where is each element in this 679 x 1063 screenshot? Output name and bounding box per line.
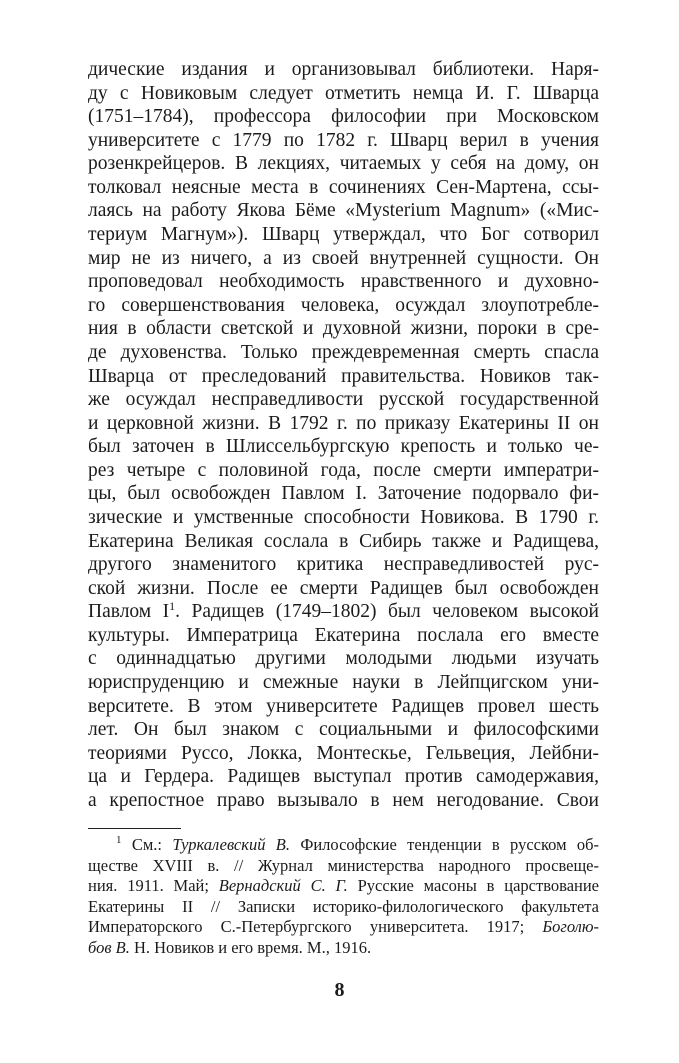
body-text-line: ской жизни. После ее смерти Радищев был освобожден (88, 577, 599, 599)
footnote-text: Императорского С.-Петербургского университета. 1917; (88, 917, 543, 937)
page-number: 8 (334, 979, 345, 1001)
footnote-line (88, 835, 599, 856)
footnote-author: Туркалевский В. (172, 835, 290, 854)
body-text-line: розенкрейцеров. В лекциях, читаемых у себя на дому, он (88, 153, 599, 175)
body-text-line: Шварца от преследований правительства. Новиков так- (88, 365, 599, 387)
footnote-text: Екатерины II // Записки историко-филологического факультета (88, 896, 599, 916)
body-text-line: мир не из ничего, а из своей внутренней сущности. Он (88, 247, 599, 269)
body-text-line: цы, был освобожден Павлом I. Заточение подорвало фи- (88, 483, 599, 505)
footnote-line (88, 856, 599, 877)
body-text-line: рез четыре с половиной года, после смерти императри- (88, 459, 599, 481)
footnote (88, 835, 599, 959)
body-text-line: был заточен в Шлиссельбургскую крепость и только че- (88, 436, 599, 458)
body-text-line: ния в области светской и духовной жизни, пороки в сре- (88, 318, 599, 340)
body-text-line: университете с 1779 по 1782 г. Шварц верил в учения (88, 129, 599, 151)
footnote-line (88, 876, 599, 897)
footnote-author: бов В. (88, 937, 130, 957)
body-text-line: же осуждал несправедливости русской государственной (88, 389, 599, 411)
body-text-line (88, 600, 599, 624)
body-text-line: ду с Новиковым следует отметить немца И. Г. Шварца (88, 82, 599, 104)
body-text-line: зические и умственные способности Новикова. В 1790 г. (88, 506, 599, 528)
body-text-line: лаясь на работу Якова Бёме «Mysterium Magnum» («Мис- (88, 200, 599, 222)
body-text-line: юриспруденцию и смежные науки в Лейпцигском уни- (88, 672, 599, 694)
body-text-line: и церковной жизни. В 1792 г. по приказу Екатерины II он (88, 412, 599, 434)
footnote-marker: 1 (116, 834, 122, 847)
footnote-text: Философские тенденции в русском об- (289, 835, 599, 854)
body-text-segment: Павлом I (88, 601, 170, 623)
body-text-line: го совершенствования человека, осуждал злоупотребле- (88, 294, 599, 316)
footnote-reference: 1 (169, 599, 176, 614)
footnote-author: Боголю- (542, 917, 599, 937)
footnote-line (88, 938, 599, 959)
body-text-line: Екатерина Великая сослала в Сибирь также и Радищева, (88, 530, 599, 552)
body-text-line: дические издания и организовывал библиотеки. Наря- (88, 59, 599, 80)
body-text-line: ца и Гердера. Радищев выступал против самодержавия, (88, 766, 599, 788)
footnote-text: ществе XVIII в. // Журнал министерства народного просвеще- (88, 855, 599, 875)
footnote-text: Н. Новиков и его время. М., 1916. (129, 937, 372, 957)
body-text-line: теориями Руссо, Локка, Монтескье, Гельвеция, Лейбни- (88, 742, 599, 764)
footnote-text: ния. 1911. Май; (88, 876, 219, 896)
main-text (88, 58, 599, 813)
footnote-author: Вернадский С. Г. (218, 876, 348, 896)
body-text-segment: . Радищев (1749–1802) был человеком высокой (175, 601, 599, 623)
body-text-line: толковал неясные места в сочинениях Сен-Мартена, ссы- (88, 176, 599, 198)
body-text-line: культуры. Императрица Екатерина послала его вместе (88, 624, 599, 646)
footnote-line (88, 897, 599, 918)
body-text-line: лет. Он был знаком с социальными и философскими (88, 719, 599, 741)
body-text-line: де духовенства. Только преждевременная смерть спасла (88, 341, 599, 363)
body-text-line: верситете. В этом университете Радищев провел шесть (88, 695, 599, 717)
body-text-line: териум Магнум»). Шварц утверждал, что Бог сотворил (88, 224, 599, 246)
body-text-line: с одиннадцатью другими молодыми людьми изучать (88, 648, 599, 670)
body-text-line: проповедовал необходимость нравственного и духовно- (88, 271, 599, 293)
footnote-text: Русские масоны в царствование (347, 876, 600, 896)
footnote-text: См.: (121, 835, 173, 854)
body-text-line: другого знаменитого критика несправедливостей рус- (88, 554, 599, 576)
footnote-line (88, 917, 599, 938)
body-text-line: а крепостное право вызывало в нем негодование. Свои (88, 789, 599, 811)
body-text-line: (1751–1784), профессора философии при Московском (88, 106, 599, 128)
footnote-separator (88, 828, 181, 829)
